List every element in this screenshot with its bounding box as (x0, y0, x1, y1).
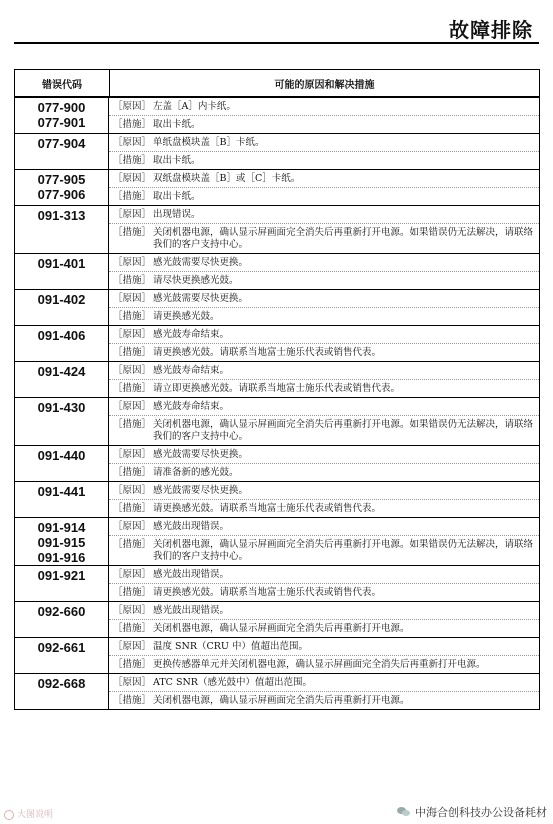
action-tag: ［措施］ (113, 311, 152, 322)
error-code-cell (15, 602, 109, 637)
cause-text: 感光鼓出现错误。 (153, 605, 230, 616)
error-code: 092-660 (37, 604, 86, 619)
table-row (15, 206, 539, 254)
error-code: 091-921 (37, 568, 86, 583)
cause-tag: ［原因］ (113, 101, 152, 112)
cause-text: 双纸盘模块盖［B］或［C］卡纸。 (153, 173, 301, 184)
action-tag: ［措施］ (113, 347, 152, 358)
column-header-code: 错误代码 (15, 70, 110, 96)
cause-action-cell (109, 518, 539, 565)
cause-tag: ［原因］ (113, 293, 152, 304)
action-tag: ［措施］ (113, 119, 152, 130)
cause-tag: ［原因］ (113, 485, 152, 496)
action-text: 关闭机器电源，确认显示屏画面完全消失后再重新打开电源。 (153, 623, 410, 634)
cause-line (109, 566, 539, 584)
action-line (109, 380, 539, 397)
cause-line (109, 518, 539, 536)
error-code-table (14, 69, 540, 710)
cause-text: 感光鼓需要尽快更换。 (153, 449, 249, 460)
error-code-cell (15, 566, 109, 601)
table-row (15, 98, 539, 134)
action-line (109, 656, 539, 673)
action-text: 关闭机器电源，确认显示屏画面完全消失后再重新打开电源。如果错误仍无法解决，请联络我们的客户支持中心。 (153, 227, 534, 250)
cause-text: 感光鼓出现错误。 (153, 521, 230, 532)
action-tag: ［措施］ (113, 623, 152, 634)
watermark-text: 大图说明 (17, 810, 54, 820)
table-header (15, 70, 539, 98)
cause-tag: ［原因］ (113, 569, 152, 580)
watermark-logo-icon (4, 810, 14, 820)
action-text: 更换传感器单元并关闭机器电源，确认显示屏画面完全消失后再重新打开电源。 (153, 659, 486, 670)
action-tag: ［措施］ (113, 539, 152, 550)
error-code-cell (15, 638, 109, 673)
action-line (109, 224, 539, 253)
action-line (109, 344, 539, 361)
error-code: 092-661 (37, 640, 86, 655)
error-code-cell (15, 518, 109, 565)
cause-text: 单纸盘模块盖［B］卡纸。 (153, 137, 265, 148)
action-text: 请立即更换感光鼓。请联系当地富士施乐代表或销售代表。 (153, 383, 401, 394)
table-row (15, 602, 539, 638)
error-code: 077-904 (37, 136, 86, 151)
table-row (15, 290, 539, 326)
cause-text: 出现错误。 (153, 209, 201, 220)
cause-action-cell (109, 566, 539, 601)
error-code: 077-906 (37, 187, 86, 202)
action-tag: ［措施］ (113, 383, 152, 394)
cause-action-cell (109, 674, 539, 709)
cause-action-cell (109, 326, 539, 361)
cause-tag: ［原因］ (113, 521, 152, 532)
cause-line (109, 362, 539, 380)
cause-action-cell (109, 602, 539, 637)
cause-tag: ［原因］ (113, 677, 152, 688)
action-line (109, 308, 539, 325)
wechat-icon (397, 806, 411, 818)
table-row (15, 482, 539, 518)
action-line (109, 188, 539, 205)
action-text: 取出卡纸。 (153, 191, 201, 202)
error-code-cell (15, 170, 109, 205)
cause-action-cell (109, 206, 539, 253)
cause-action-cell (109, 446, 539, 481)
error-code: 091-440 (37, 448, 86, 463)
cause-line (109, 446, 539, 464)
table-row (15, 638, 539, 674)
action-line (109, 692, 539, 709)
error-code: 091-401 (37, 256, 86, 271)
table-row (15, 326, 539, 362)
cause-line (109, 98, 539, 116)
cause-text: 左盖［A］内卡纸。 (153, 101, 236, 112)
cause-tag: ［原因］ (113, 329, 152, 340)
cause-tag: ［原因］ (113, 605, 152, 616)
cause-text: 感光鼓寿命结束。 (153, 329, 230, 340)
error-code-cell (15, 482, 109, 517)
error-code-cell (15, 398, 109, 445)
cause-line (109, 134, 539, 152)
cause-tag: ［原因］ (113, 173, 152, 184)
action-text: 请更换感光鼓。请联系当地富士施乐代表或销售代表。 (153, 503, 382, 514)
action-text: 关闭机器电源，确认显示屏画面完全消失后再重新打开电源。如果错误仍无法解决，请联络我们的客户支持中心。 (153, 539, 534, 562)
action-line (109, 116, 539, 133)
account-name: 中海合创科技办公设备耗材 (415, 806, 547, 819)
cause-action-cell (109, 482, 539, 517)
column-header-description: 可能的原因和解决措施 (274, 79, 375, 91)
error-code-cell (15, 674, 109, 709)
error-code: 091-915 (37, 535, 86, 550)
table-row (15, 518, 539, 566)
cause-action-cell (109, 98, 539, 133)
action-line (109, 536, 539, 565)
error-code-cell (15, 290, 109, 325)
cause-text: 感光鼓需要尽快更换。 (153, 293, 249, 304)
error-code: 091-441 (37, 484, 86, 499)
cause-tag: ［原因］ (113, 401, 152, 412)
error-code-cell (15, 362, 109, 397)
action-text: 关闭机器电源，确认显示屏画面完全消失后再重新打开电源。 (153, 695, 410, 706)
cause-action-cell (109, 290, 539, 325)
action-text: 请更换感光鼓。请联系当地富士施乐代表或销售代表。 (153, 587, 382, 598)
error-code: 077-905 (37, 172, 86, 187)
action-line (109, 464, 539, 481)
cause-line (109, 254, 539, 272)
cause-action-cell (109, 254, 539, 289)
cause-line (109, 290, 539, 308)
table-row (15, 134, 539, 170)
table-row (15, 254, 539, 290)
cause-text: 感光鼓出现错误。 (153, 569, 230, 580)
cause-line (109, 482, 539, 500)
action-text: 取出卡纸。 (153, 155, 201, 166)
error-code: 077-901 (37, 115, 86, 130)
page-title: 故障排除 (449, 18, 533, 42)
error-code-cell (15, 326, 109, 361)
cause-action-cell (109, 134, 539, 169)
action-tag: ［措施］ (113, 191, 152, 202)
action-text: 请准备新的感光鼓。 (153, 467, 239, 478)
error-code-cell (15, 254, 109, 289)
cause-tag: ［原因］ (113, 365, 152, 376)
action-line (109, 152, 539, 169)
error-code: 091-406 (37, 328, 86, 343)
cause-text: 感光鼓需要尽快更换。 (153, 257, 249, 268)
cause-action-cell (109, 638, 539, 673)
cause-line (109, 398, 539, 416)
table-row (15, 566, 539, 602)
cause-tag: ［原因］ (113, 449, 152, 460)
error-code-cell (15, 206, 109, 253)
action-tag: ［措施］ (113, 419, 152, 430)
cause-tag: ［原因］ (113, 641, 152, 652)
table-row (15, 446, 539, 482)
table-row (15, 362, 539, 398)
cause-line (109, 206, 539, 224)
header-divider (14, 42, 539, 44)
action-line (109, 620, 539, 637)
action-line (109, 584, 539, 601)
action-text: 请更换感光鼓。请联系当地富士施乐代表或销售代表。 (153, 347, 382, 358)
cause-line (109, 638, 539, 656)
error-code: 091-914 (37, 520, 86, 535)
table-row (15, 398, 539, 446)
action-text: 请更换感光鼓。 (153, 311, 220, 322)
cause-action-cell (109, 362, 539, 397)
action-tag: ［措施］ (113, 503, 152, 514)
error-code: 091-402 (37, 292, 86, 307)
cause-line (109, 170, 539, 188)
error-code-cell (15, 134, 109, 169)
cause-text: 温度 SNR（CRU 中）值超出范围。 (153, 641, 308, 652)
action-tag: ［措施］ (113, 467, 152, 478)
table-row (15, 170, 539, 206)
action-line (109, 272, 539, 289)
cause-tag: ［原因］ (113, 257, 152, 268)
cause-tag: ［原因］ (113, 137, 152, 148)
cause-line (109, 602, 539, 620)
cause-text: ATC SNR（感光鼓中）值超出范围。 (153, 677, 312, 688)
action-line (109, 416, 539, 445)
cause-action-cell (109, 398, 539, 445)
account-watermark (397, 804, 547, 820)
cause-text: 感光鼓寿命结束。 (153, 401, 230, 412)
cause-action-cell (109, 170, 539, 205)
cause-text: 感光鼓需要尽快更换。 (153, 485, 249, 496)
action-tag: ［措施］ (113, 275, 152, 286)
action-tag: ［措施］ (113, 659, 152, 670)
cause-tag: ［原因］ (113, 209, 152, 220)
error-code: 091-430 (37, 400, 86, 415)
cause-text: 感光鼓寿命结束。 (153, 365, 230, 376)
action-text: 取出卡纸。 (153, 119, 201, 130)
error-code: 092-668 (37, 676, 86, 691)
error-code-cell (15, 446, 109, 481)
action-text: 请尽快更换感光鼓。 (153, 275, 239, 286)
action-tag: ［措施］ (113, 155, 152, 166)
error-code: 091-424 (37, 364, 86, 379)
table-body (15, 98, 539, 710)
watermark-left (4, 807, 53, 820)
action-line (109, 500, 539, 517)
error-code-cell (15, 98, 109, 133)
error-code: 091-916 (37, 550, 86, 565)
error-code: 077-900 (37, 100, 86, 115)
table-row (15, 674, 539, 710)
action-text: 关闭机器电源，确认显示屏画面完全消失后再重新打开电源。如果错误仍无法解决，请联络我们的客户支持中心。 (153, 419, 534, 442)
error-code: 091-313 (37, 208, 86, 223)
cause-line (109, 674, 539, 692)
action-tag: ［措施］ (113, 227, 152, 238)
cause-line (109, 326, 539, 344)
action-tag: ［措施］ (113, 587, 152, 598)
action-tag: ［措施］ (113, 695, 152, 706)
